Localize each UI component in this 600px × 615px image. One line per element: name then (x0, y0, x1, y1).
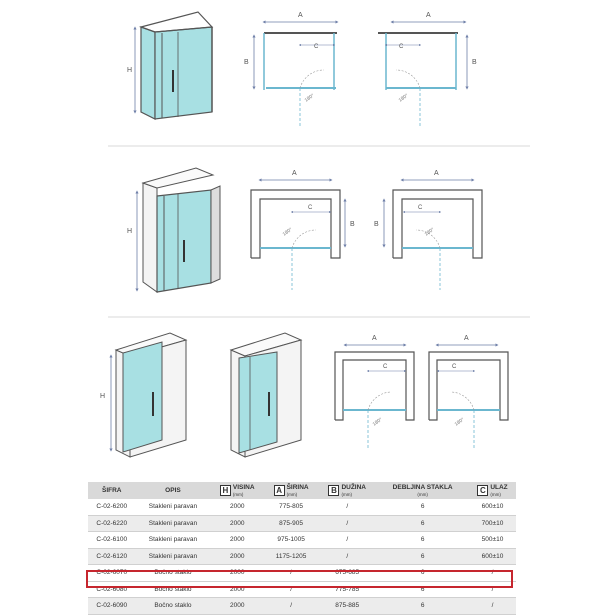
table-row: C-02-6100 Stakleni paravan 2000 975-1005 / 6 500±10 (88, 532, 516, 549)
svg-text:H: H (127, 228, 133, 235)
height-dimension (127, 192, 137, 290)
enclosure-3d-view-niche (143, 168, 220, 292)
plan-view-niche-left (251, 170, 355, 290)
col-debljina: DEBLJINA STAKLA (mm) (376, 482, 469, 499)
plan-view-corner-right (378, 12, 477, 128)
table-row: C-02-6120 Stakleni paravan 2000 1175-1205 / 6 600±10 (88, 548, 516, 565)
svg-text:C: C (383, 364, 388, 370)
plan-view-hinged-right (429, 335, 508, 450)
svg-text:180°: 180° (397, 92, 410, 104)
plan-view-corner-left (244, 12, 337, 128)
svg-text:B: B (350, 221, 355, 228)
height-label: H (127, 67, 133, 74)
col-opis: OPIS (136, 482, 211, 499)
col-sirina: A ŠIRINA (mm) (264, 482, 318, 499)
enclosure-3d-view-hinged (116, 333, 186, 457)
height-dimension (127, 28, 135, 112)
svg-text:180°: 180° (423, 226, 436, 238)
table-row: C-02-6090 Bočno staklo 2000 / 875-885 6 / (88, 598, 516, 615)
svg-text:A: A (372, 335, 377, 342)
enclosure-3d-view (141, 12, 212, 119)
row-highlight-box (86, 570, 513, 588)
svg-text:C: C (452, 364, 457, 370)
spec-table (88, 482, 516, 615)
plan-view-niche-right (374, 170, 482, 290)
svg-text:A: A (434, 170, 439, 177)
col-duzina: B DUŽINA (mm) (318, 482, 376, 499)
svg-text:C: C (314, 44, 319, 50)
table-row: C-02-6220 Stakleni paravan 2000 875-905 / 6 700±10 (88, 515, 516, 532)
svg-text:C: C (308, 205, 313, 211)
svg-text:H: H (100, 393, 106, 400)
svg-text:A: A (426, 12, 431, 19)
table-row: C-02-6200 Stakleni paravan 2000 775-805 / 6 600±10 (88, 499, 516, 515)
width-key: A (274, 485, 285, 496)
enclosure-3d-view-sliding (231, 333, 301, 457)
entry-key: C (477, 485, 488, 496)
plan-view-hinged-left (335, 335, 414, 450)
col-ulaz: C ULAZ (mm) (469, 482, 516, 499)
svg-text:180°: 180° (453, 416, 466, 428)
height-key: H (220, 485, 231, 496)
col-sifra: ŠIFRA (88, 482, 136, 499)
svg-text:B: B (472, 59, 477, 66)
svg-text:A: A (298, 12, 303, 19)
height-dimension (100, 356, 111, 450)
svg-text:A: A (464, 335, 469, 342)
svg-text:180°: 180° (371, 416, 384, 428)
svg-text:180°: 180° (303, 92, 316, 104)
depth-key: B (328, 485, 339, 496)
table-row: C-02-6070 Bočno staklo 2000 / 675-685 6 / (88, 565, 516, 582)
col-visina: H VISINA (mm) (210, 482, 264, 499)
svg-text:180°: 180° (281, 226, 294, 238)
table-header-row (88, 482, 516, 499)
svg-text:B: B (244, 59, 249, 66)
svg-text:A: A (292, 170, 297, 177)
svg-text:C: C (399, 44, 404, 50)
table-row-highlighted: C-02-6080 Bočno staklo 2000 / 775-785 6 / (88, 581, 516, 598)
svg-text:C: C (418, 205, 423, 211)
svg-text:B: B (374, 221, 379, 228)
